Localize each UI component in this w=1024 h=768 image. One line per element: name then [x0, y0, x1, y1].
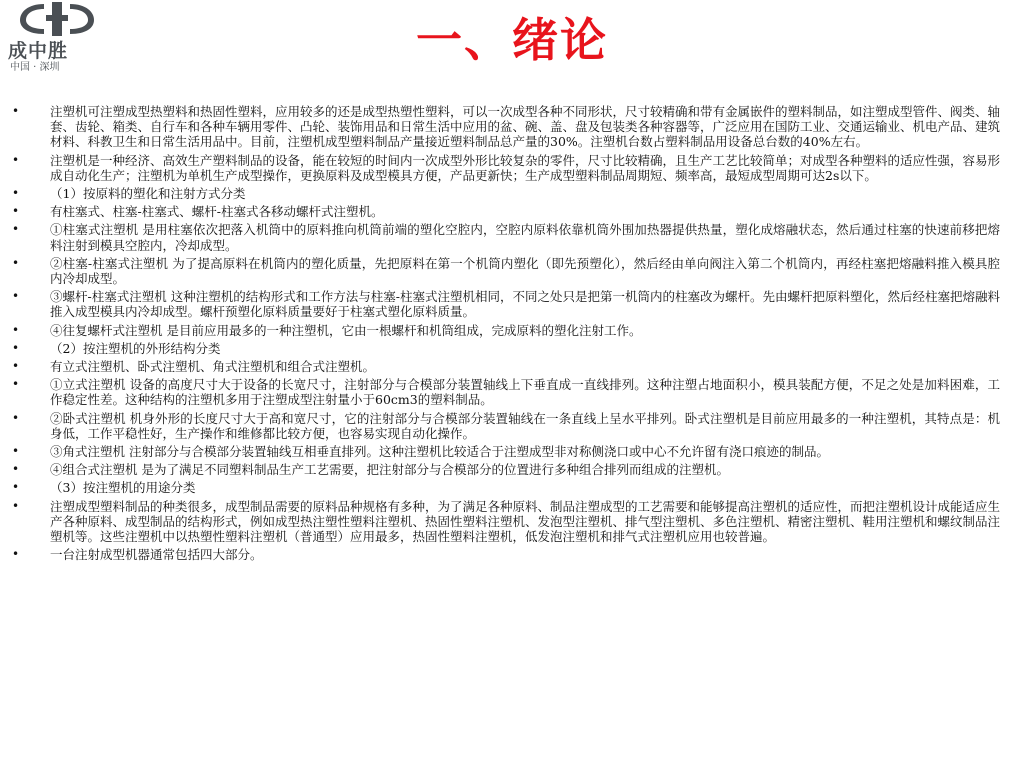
list-item [10, 359, 1000, 374]
list-item [10, 289, 1000, 319]
paragraph-text: 有立式注塑机、卧式注塑机、角式注塑机和组合式注塑机。 [50, 359, 376, 375]
list-item [10, 547, 1000, 562]
paragraph-text: （3）按注塑机的用途分类 [50, 480, 196, 496]
paragraph-text: 有柱塞式、柱塞-柱塞式、螺杆-柱塞式各移动螺杆式注塑机。 [50, 204, 384, 220]
list-item [10, 462, 1000, 477]
paragraph-text: 注塑机可注塑成型热塑料和热固性塑料，应用较多的还是成型热塑性塑料，可以一次成型各种不同形状，尺寸较精确和带有金属嵌件的塑料制品，如注塑成型管件、阀类、轴套、齿轮、箱类、自行车和各种车辆用零件、凸轮、装饰用品和日常生活中应用的盆、碗、盖、盘及包装类各种容器等，广泛应用在国防工业、交通运输业、机电产品、建筑材料、科教卫生和日常生活用品中。目前，注塑机成型塑料制品产量接近塑料制品总产量的30%。注塑机台数占塑料制品用设备总台数的40%左右。 [50, 104, 1001, 150]
paragraph-text: （1）按原料的塑化和注射方式分类 [50, 186, 246, 202]
list-item [10, 153, 1000, 183]
paragraph-text: ①立式注塑机 设备的高度尺寸大于设备的长宽尺寸，注射部分与合模部分装置轴线上下垂直成一直线排列。这种注塑占地面积小，模具装配方便，不足之处是加料困难，工作稳定性差。这种结构的注塑机多用于注塑成型注射量小于60cm3的塑料制品。 [50, 377, 1000, 408]
paragraph-text: （2）按注塑机的外形结构分类 [50, 340, 221, 356]
bullet-icon: • [12, 340, 20, 355]
bullet-icon: • [12, 480, 20, 495]
paragraph-text: ②柱塞-柱塞式注塑机 为了提高原料在机筒内的塑化质量，先把原料在第一个机筒内塑化（即先预塑化），然后经由单向阀注入第二个机筒内，再经柱塞把熔融料推入模具腔内冷却成型。 [50, 255, 1000, 287]
paragraph-text: ④组合式注塑机 是为了满足不同塑料制品生产工艺需要，把注射部分与合模部分的位置进行多种组合排列而组成的注塑机。 [50, 462, 729, 478]
bullet-icon: • [12, 104, 20, 118]
paragraph-text: 注塑机是一种经济、高效生产塑料制品的设备，能在较短的时间内一次成型外形比较复杂的零件，尺寸比较精确，且生产工艺比较简单；对成型各种塑料的适应性强，容易形成自动化生产；注塑机为单机生产成型操作，更换原料及成型模具方便，产品更新快；生产成型塑料制品周期短、频率高，最短成型周期可达2s以下。 [50, 152, 1001, 183]
list-item [10, 377, 1000, 407]
paragraph-text: 注塑成型塑料制品的种类很多，成型制品需要的原料品种规格有多种，为了满足各种原料、制品注塑成型的工艺需要和能够提高注塑机的适应性，而把注塑机设计成能适应生产各种原料、成型制品的结构形式，例如成型热注塑性塑料注塑机、热固性塑料注塑机、发泡型注塑机、排气型注塑机、多色注塑机、精密注塑机、鞋用注塑机和螺纹制品注塑机等。这些注塑机中以热塑性塑料注塑机（普通型）应用最多，热固性塑料注塑机，低发泡注塑机和排气式注塑机应用也较普遍。 [50, 498, 1001, 545]
bullet-icon: • [12, 410, 20, 425]
list-item [10, 186, 1000, 201]
paragraph-text: ③螺杆-柱塞式注塑机 这种注塑机的结构形式和工作方法与柱塞-柱塞式注塑机相同，不同之处只是把第一机筒内的柱塞改为螺杆。先由螺杆把原料塑化，然后经柱塞把熔融料推入成型模具内冷却成型。螺杆预塑化原料质量要好于柱塞式塑化原料质量。 [50, 289, 1000, 320]
bullet-icon: • [12, 322, 20, 337]
bullet-icon: • [12, 222, 20, 237]
paragraph-text: ④往复螺杆式注塑机 是目前应用最多的一种注塑机，它由一根螺杆和机筒组成，完成原料的塑化注射工作。 [50, 322, 642, 338]
list-item [10, 204, 1000, 219]
page-title: 一、绪论 [416, 13, 608, 67]
list-item [10, 256, 1000, 286]
list-item [10, 341, 1000, 356]
paragraph-text: ③角式注塑机 注射部分与合模部分装置轴线互相垂直排列。这种注塑机比较适合于注塑成型非对称侧浇口或中心不允许留有浇口痕迹的制品。 [50, 444, 829, 460]
paragraph-text: ②卧式注塑机 机身外形的长度尺寸大于高和宽尺寸，它的注射部分与合模部分装置轴线在一条直线上呈水平排列。卧式注塑机是目前应用最多的一种注塑机，其特点是：机身低，工作平稳性好，生产操作和维修都比较方便，也容易实现自动化操作。 [50, 410, 1000, 441]
bullet-icon: • [12, 547, 20, 562]
bullet-icon: • [12, 186, 20, 201]
bullet-icon: • [12, 498, 20, 513]
bullet-icon: • [12, 462, 20, 477]
bullet-icon: • [12, 377, 20, 392]
paragraph-text: 一台注射成型机器通常包括四大部分。 [50, 547, 263, 563]
paragraph-text: ①柱塞式注塑机 是用柱塞依次把落入机筒中的原料推向机筒前端的塑化空腔内，空腔内原料依靠机筒外围加热器提供热量，塑化成熔融状态，然后通过柱塞的快速前移把熔料注射到模具空腔内，冷却成型。 [50, 222, 1000, 253]
logo-name: 成中胜 [8, 40, 69, 62]
list-item [10, 323, 1000, 338]
list-item [10, 444, 1000, 459]
bullet-icon: • [12, 204, 20, 219]
list-item [10, 480, 1000, 495]
bullet-icon: • [12, 152, 20, 167]
list-item [10, 104, 1000, 150]
bullet-icon: • [12, 289, 20, 304]
list-item [10, 222, 1000, 252]
logo-subtitle: 中国 · 深圳 [10, 62, 60, 73]
bullet-icon: • [12, 444, 20, 459]
content-list [10, 104, 1000, 565]
list-item [10, 499, 1000, 545]
bullet-icon: • [12, 255, 20, 270]
bullet-icon: • [12, 359, 20, 374]
list-item [10, 411, 1000, 441]
